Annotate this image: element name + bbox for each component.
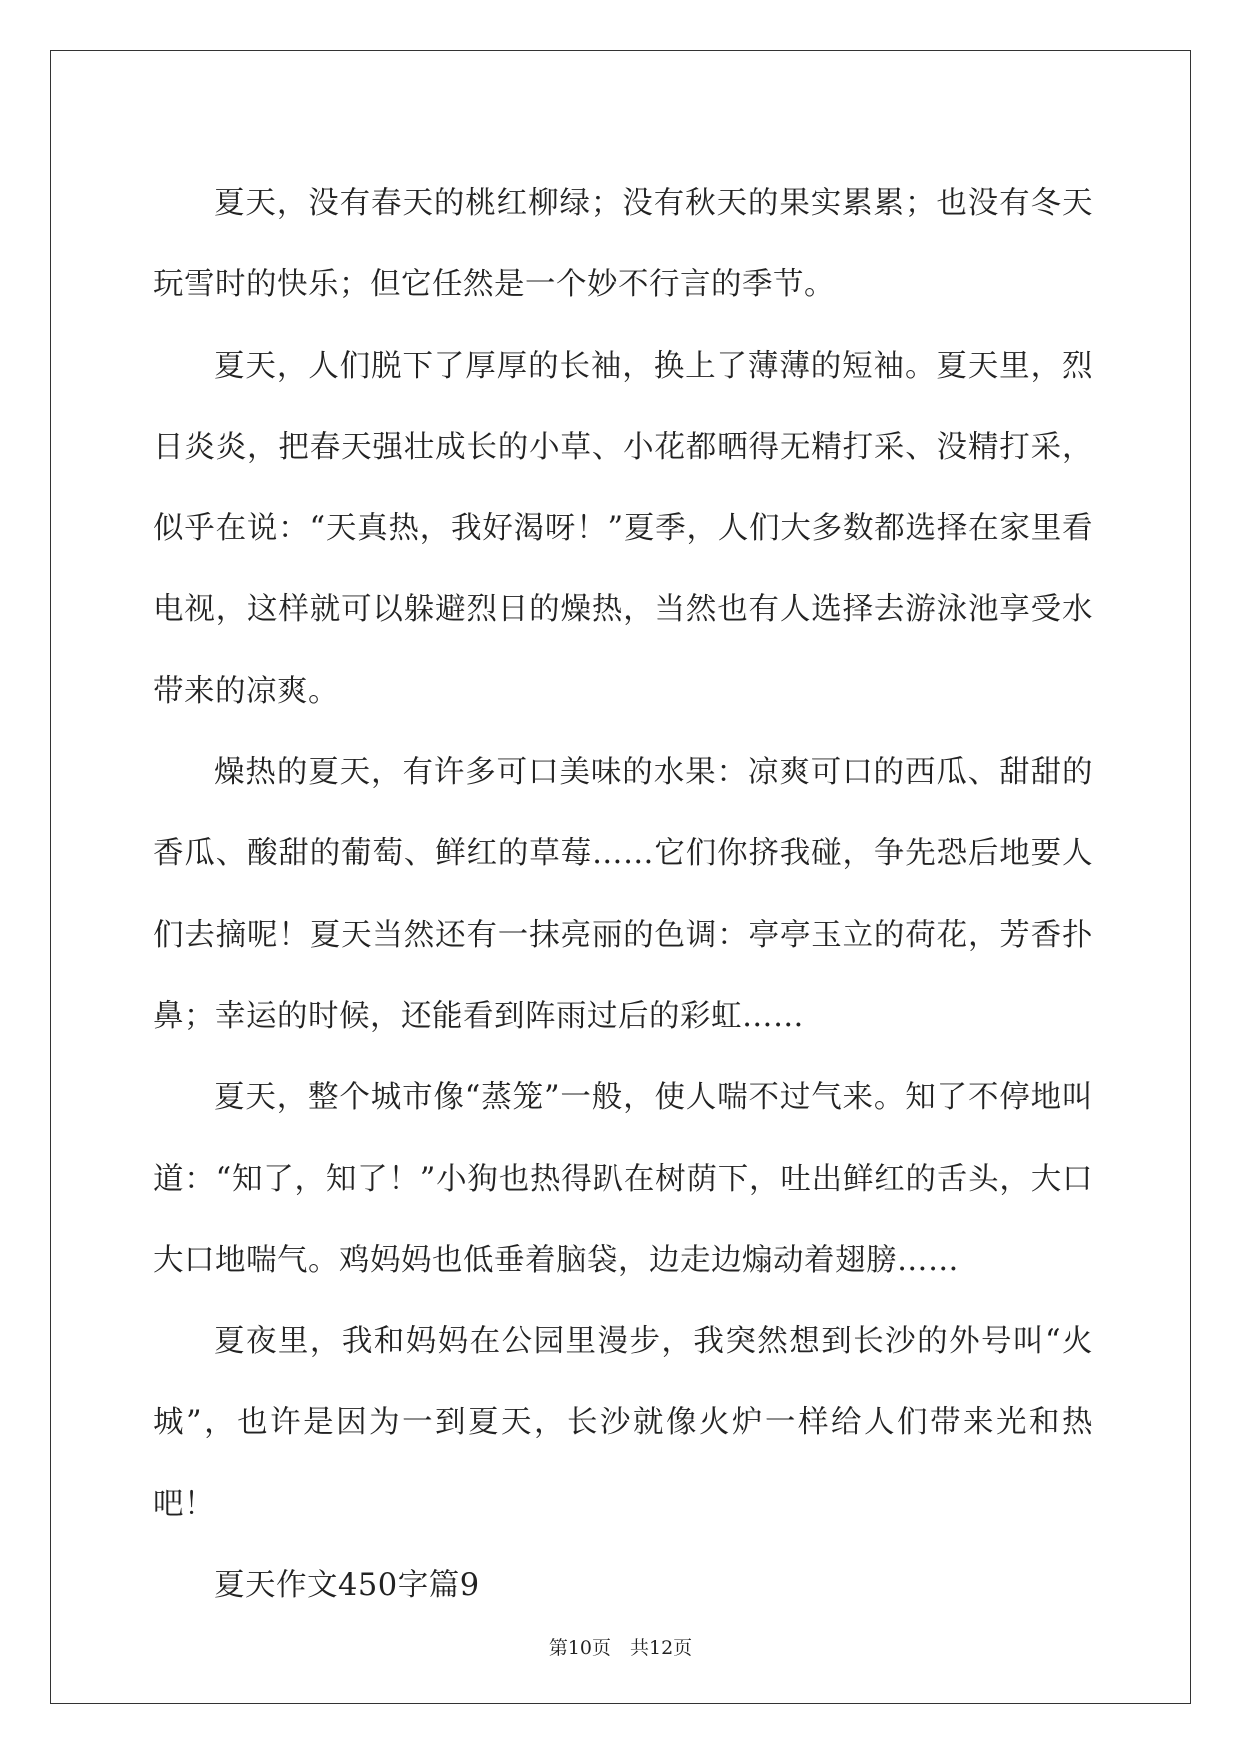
paragraph-4: 夏天，整个城市像“蒸笼”一般，使人喘不过气来。知了不停地叫道：“知了，知了！”小狗也热得趴在树荫下，吐出鲜红的舌头，大口大口地喘气。鸡妈妈也低垂着脑袋，边走边煽动着翅膀……: [153, 1080, 1093, 1278]
section-heading: 夏天作文450字篇9: [214, 1568, 480, 1604]
paragraph-1: 夏天，没有春天的桃红柳绿；没有秋天的果实累累；也没有冬天玩雪时的快乐；但它任然是一个妙不行言的季节。: [153, 186, 1093, 303]
paragraph-3: 燥热的夏天，有许多可口美味的水果：凉爽可口的西瓜、甜甜的香瓜、酸甜的葡萄、鲜红的草莓……它们你挤我碰，争先恐后地要人们去摘呢！夏天当然还有一抹亮丽的色调：亭亭玉立的荷花，芳香扑鼻；幸运的时候，还能看到阵雨过后的彩虹……: [153, 755, 1093, 1034]
paragraph-2: 夏天，人们脱下了厚厚的长袖，换上了薄薄的短袖。夏天里，烈日炎炎，把春天强壮成长的小草、小花都晒得无精打采、没精打采，似乎在说：“天真热，我好渴呀！”夏季，人们大多数都选择在家里看电视，这样就可以躲避烈日的燥热，当然也有人选择去游泳池享受水带来的凉爽。: [153, 348, 1093, 709]
page-number-footer: 第10页 共12页: [548, 1637, 693, 1659]
document-body: [153, 163, 1093, 1626]
paragraph-5: 夏夜里，我和妈妈在公园里漫步，我突然想到长沙的外号叫“火城”，也许是因为一到夏天，长沙就像火炉一样给人们带来光和热吧！: [153, 1324, 1093, 1522]
